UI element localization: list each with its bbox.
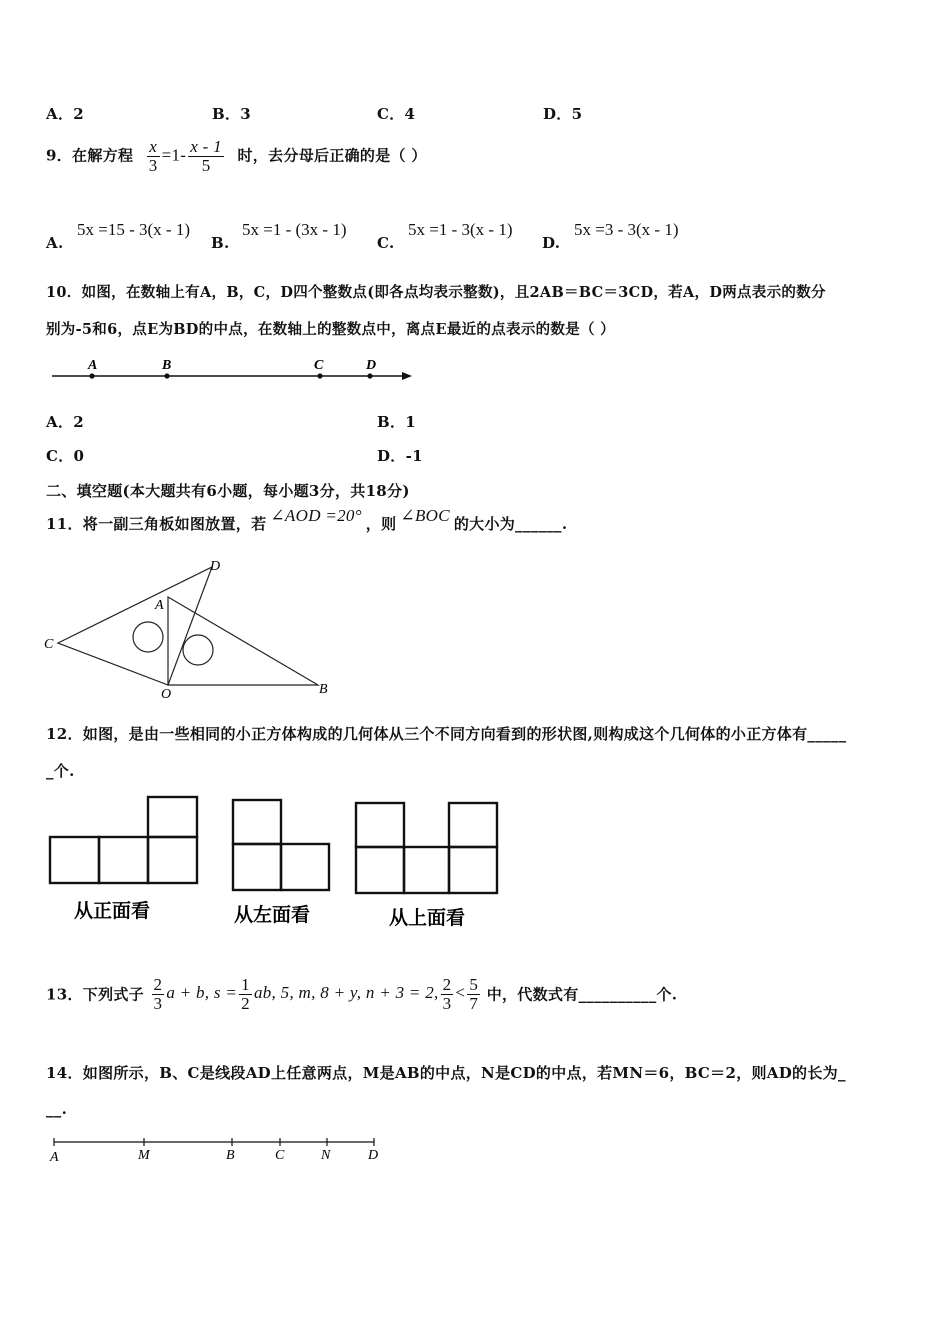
number-line-arrow bbox=[402, 372, 412, 380]
q9-option-d-letter: D. bbox=[542, 234, 561, 252]
q12-line1: 12．如图，是由一些相同的小正方体构成的几何体从三个不同方向看到的形状图,则构成这个几何体的小正方体有_____ bbox=[46, 725, 847, 743]
q13-prefix: 13．下列式子 bbox=[46, 985, 144, 1004]
label-c: C bbox=[314, 358, 324, 373]
q13-f3-num: 2 bbox=[442, 975, 452, 994]
q9-eq-num1: x bbox=[147, 138, 160, 157]
q9-eq-mid: =1- bbox=[161, 145, 187, 165]
label-b: B bbox=[162, 358, 172, 373]
q13-f1-num: 2 bbox=[153, 975, 163, 994]
label-d: D bbox=[366, 358, 377, 373]
q10-number-line bbox=[40, 352, 420, 388]
q9-eq-num2: x - 1 bbox=[190, 137, 222, 156]
q11-stem bbox=[46, 506, 568, 534]
q10-option-c: C．0 bbox=[46, 447, 85, 465]
q9-option-b-letter: B. bbox=[211, 234, 230, 252]
fig11-label-c: C bbox=[44, 637, 54, 652]
q13-lt: < bbox=[455, 983, 466, 1003]
q13-f4-den: 7 bbox=[469, 993, 479, 1013]
fig11-label-b: B bbox=[319, 682, 328, 697]
seg-label-c: C bbox=[275, 1148, 285, 1163]
fig11-label-a: A bbox=[155, 598, 164, 613]
q9-option-a-letter: A. bbox=[46, 234, 64, 252]
q10-line2: 别为-5和6，点E为BD的中点，在数轴上的整数点中，离点E最近的点表示的数是（ ） bbox=[46, 321, 615, 338]
q9-eq-den1: 3 bbox=[148, 155, 158, 175]
top-view bbox=[356, 803, 497, 893]
triangle-hole-right bbox=[183, 635, 213, 665]
seg-label-d: D bbox=[368, 1148, 379, 1163]
seg-label-n: N bbox=[321, 1148, 331, 1163]
q13-suffix: 中，代数式有__________个. bbox=[486, 985, 678, 1004]
q13-stem bbox=[46, 976, 677, 1013]
q14-line1: 14．如图所示，B、C是线段AD上任意两点，M是AB的中点，N是CD的中点，若MN＝6，BC＝2，则AD的长为_ bbox=[46, 1064, 846, 1082]
q9-number: 9． bbox=[46, 146, 73, 165]
q9-option-d-expr: 5x =3 - 3(x - 1) bbox=[574, 220, 679, 239]
point-b bbox=[164, 373, 169, 378]
q8-option-a: A．2 bbox=[46, 105, 84, 123]
triangle-aob bbox=[168, 597, 318, 685]
top-view-label: 从上面看 bbox=[389, 907, 466, 929]
q11-mid: ，则 bbox=[365, 515, 397, 533]
q9-stem bbox=[46, 138, 427, 175]
label-a: A bbox=[88, 358, 98, 373]
front-view bbox=[50, 797, 197, 883]
q14-segment-figure bbox=[44, 1132, 394, 1166]
point-d bbox=[367, 373, 372, 378]
q9-option-b-expr: 5x =1 - (3x - 1) bbox=[242, 220, 347, 239]
q13-f2-den: 2 bbox=[241, 993, 250, 1013]
left-view-label: 从左面看 bbox=[234, 904, 311, 926]
seg-label-m: M bbox=[138, 1148, 150, 1163]
q9-suffix: 时，去分母后正确的是（ ） bbox=[237, 146, 427, 165]
point-a bbox=[89, 373, 94, 378]
q13-f2-num: 1 bbox=[241, 975, 250, 994]
q9-equation bbox=[145, 138, 226, 175]
q9-eq-den2: 5 bbox=[201, 155, 211, 175]
section2-title: 二、填空题(本大题共有6小题，每小题3分，共18分) bbox=[46, 482, 410, 500]
q9-option-c-letter: C. bbox=[377, 234, 395, 252]
q12-views-figure bbox=[44, 793, 504, 938]
q14-line2: __. bbox=[46, 1100, 68, 1118]
q13-f1-den: 3 bbox=[153, 993, 163, 1013]
q9-prefix: 在解方程 bbox=[72, 146, 134, 165]
q8-option-d: D．5 bbox=[543, 105, 583, 123]
q11-angle-aod: ∠AOD =20° bbox=[270, 506, 362, 525]
left-view bbox=[233, 800, 329, 890]
fig11-label-d: D bbox=[210, 559, 221, 574]
q10-option-b: B．1 bbox=[377, 413, 417, 431]
seg-label-b: B bbox=[226, 1148, 235, 1163]
q12-line2: _个. bbox=[46, 762, 75, 780]
q8-option-b: B．3 bbox=[212, 105, 252, 123]
q11-triangle-figure bbox=[40, 555, 340, 700]
q13-mid1: a + b, s = bbox=[166, 983, 238, 1003]
q13-expressions bbox=[150, 975, 487, 1013]
point-c bbox=[317, 373, 322, 378]
q10-line1: 10．如图，在数轴上有A，B，C，D四个整数点(即各点均表示整数)，且2AB＝BC＝3CD，若A，D两点表示的数分 bbox=[46, 284, 826, 301]
q10-option-a: A．2 bbox=[46, 413, 84, 431]
q11-prefix: 11．将一副三角板如图放置，若 bbox=[46, 515, 267, 533]
q13-f3-den: 3 bbox=[442, 993, 452, 1013]
q13-mid2: ab, 5, m, 8 + y, n + 3 = 2, bbox=[253, 983, 439, 1003]
front-view-label: 从正面看 bbox=[74, 900, 151, 922]
q10-option-d: D．-1 bbox=[377, 447, 423, 465]
seg-label-a: A bbox=[50, 1150, 59, 1165]
triangle-hole-left bbox=[133, 622, 163, 652]
triangle-cdo bbox=[58, 567, 212, 685]
q9-option-a-expr: 5x =15 - 3(x - 1) bbox=[77, 220, 190, 239]
q11-suffix: 的大小为______. bbox=[453, 515, 568, 533]
q11-angle-boc: ∠BOC bbox=[400, 506, 450, 525]
fig11-label-o: O bbox=[161, 687, 172, 700]
q8-option-c: C．4 bbox=[377, 105, 416, 123]
q13-f4-num: 5 bbox=[469, 975, 479, 994]
q9-option-c-expr: 5x =1 - 3(x - 1) bbox=[408, 220, 513, 239]
